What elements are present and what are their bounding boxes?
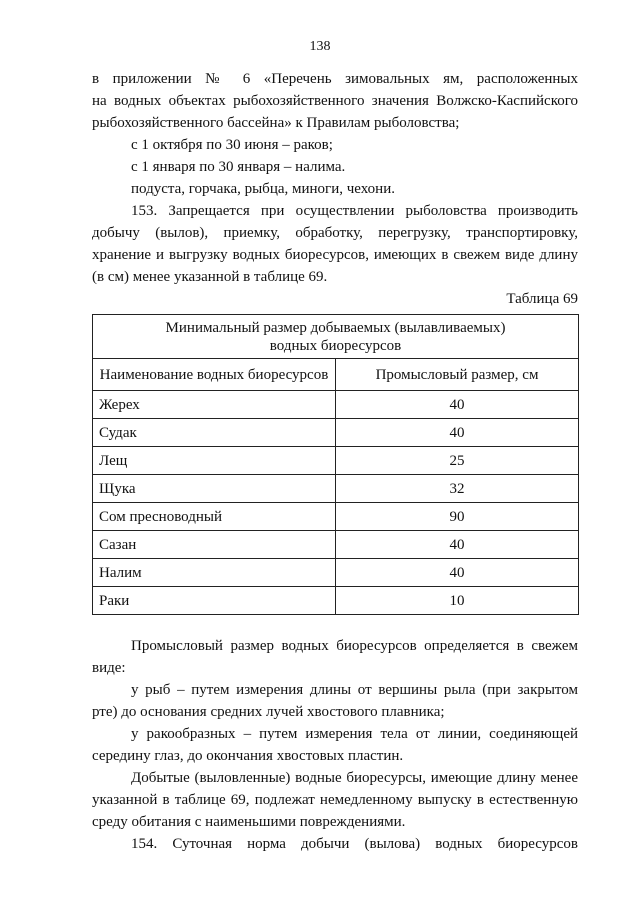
species-cell: Сом пресноводный (93, 503, 336, 531)
species-cell: Щука (93, 475, 336, 503)
species-cell: Сазан (93, 531, 336, 559)
table-row (93, 447, 579, 475)
species-cell: Лещ (93, 447, 336, 475)
text-line: добычу (вылов), приемку, обработку, перегрузку, транспортировку, (92, 225, 578, 241)
species-cell: Судак (93, 419, 336, 447)
table-row (93, 419, 579, 447)
text-line: Промысловый размер водных биоресурсов определяется в свежем (131, 638, 578, 654)
column-header: Наименование водных биоресурсов (93, 359, 336, 391)
table-row (93, 475, 579, 503)
page-number: 138 (309, 39, 331, 54)
page-body (92, 68, 578, 855)
table-title (93, 315, 579, 359)
text-line: середину глаз, до окончания хвостовых пластин. (92, 748, 404, 764)
text-line: хранение и выгрузку водных биоресурсов, имеющих в свежем виде длину (92, 247, 578, 263)
text-line: 154. Суточная норма добычи (вылова) водных биоресурсов (131, 836, 578, 852)
text-line: подуста, горчака, рыбца, миноги, чехони. (131, 181, 395, 197)
table-row (93, 587, 579, 615)
size-cell: 32 (336, 475, 579, 503)
size-table (92, 314, 579, 615)
size-cell: 10 (336, 587, 579, 615)
table-row (93, 559, 579, 587)
species-cell: Жерех (93, 391, 336, 419)
text-line: у рыб – путем измерения длины от вершины рыла (при закрытом (131, 682, 578, 698)
text-line: с 1 января по 30 января – налима. (131, 159, 346, 175)
size-cell: 40 (336, 419, 579, 447)
text-line: (в см) менее указанной в таблице 69. (92, 269, 328, 285)
column-header: Промысловый размер, см (336, 359, 579, 391)
table-title-line: водных биоресурсов (269, 337, 402, 354)
species-cell: Налим (93, 559, 336, 587)
text-line: у ракообразных – путем измерения тела от линии, соединяющей (131, 726, 578, 742)
text-line: Добытые (выловленные) водные биоресурсы, имеющие длину менее (131, 770, 578, 786)
text-line: в приложении № 6 «Перечень зимовальных ям, расположенных (92, 71, 578, 87)
size-cell: 40 (336, 559, 579, 587)
table-row (93, 503, 579, 531)
text-line: среду обитания с наименьшими повреждениями. (92, 814, 406, 830)
size-cell: 25 (336, 447, 579, 475)
size-cell: 40 (336, 391, 579, 419)
text-line: 153. Запрещается при осуществлении рыболовства производить (131, 203, 578, 219)
table-row (93, 531, 579, 559)
text-line: рыбохозяйственного бассейна» к Правилам рыболовства; (92, 115, 460, 131)
text-line: указанной в таблице 69, подлежат немедленному выпуску в естественную (92, 792, 578, 808)
size-cell: 40 (336, 531, 579, 559)
text-line: рте) до основания средних лучей хвостового плавника; (92, 704, 445, 720)
text-line: на водных объектах рыбохозяйственного значения Волжско-Каспийского (92, 93, 578, 109)
species-cell: Раки (93, 587, 336, 615)
table-label: Таблица 69 (506, 291, 578, 307)
text-line: с 1 октября по 30 июня – раков; (131, 137, 333, 153)
table-title-line: Минимальный размер добываемых (вылавливаемых) (165, 319, 506, 336)
table-row (93, 391, 579, 419)
text-line: виде: (92, 660, 126, 676)
size-cell: 90 (336, 503, 579, 531)
